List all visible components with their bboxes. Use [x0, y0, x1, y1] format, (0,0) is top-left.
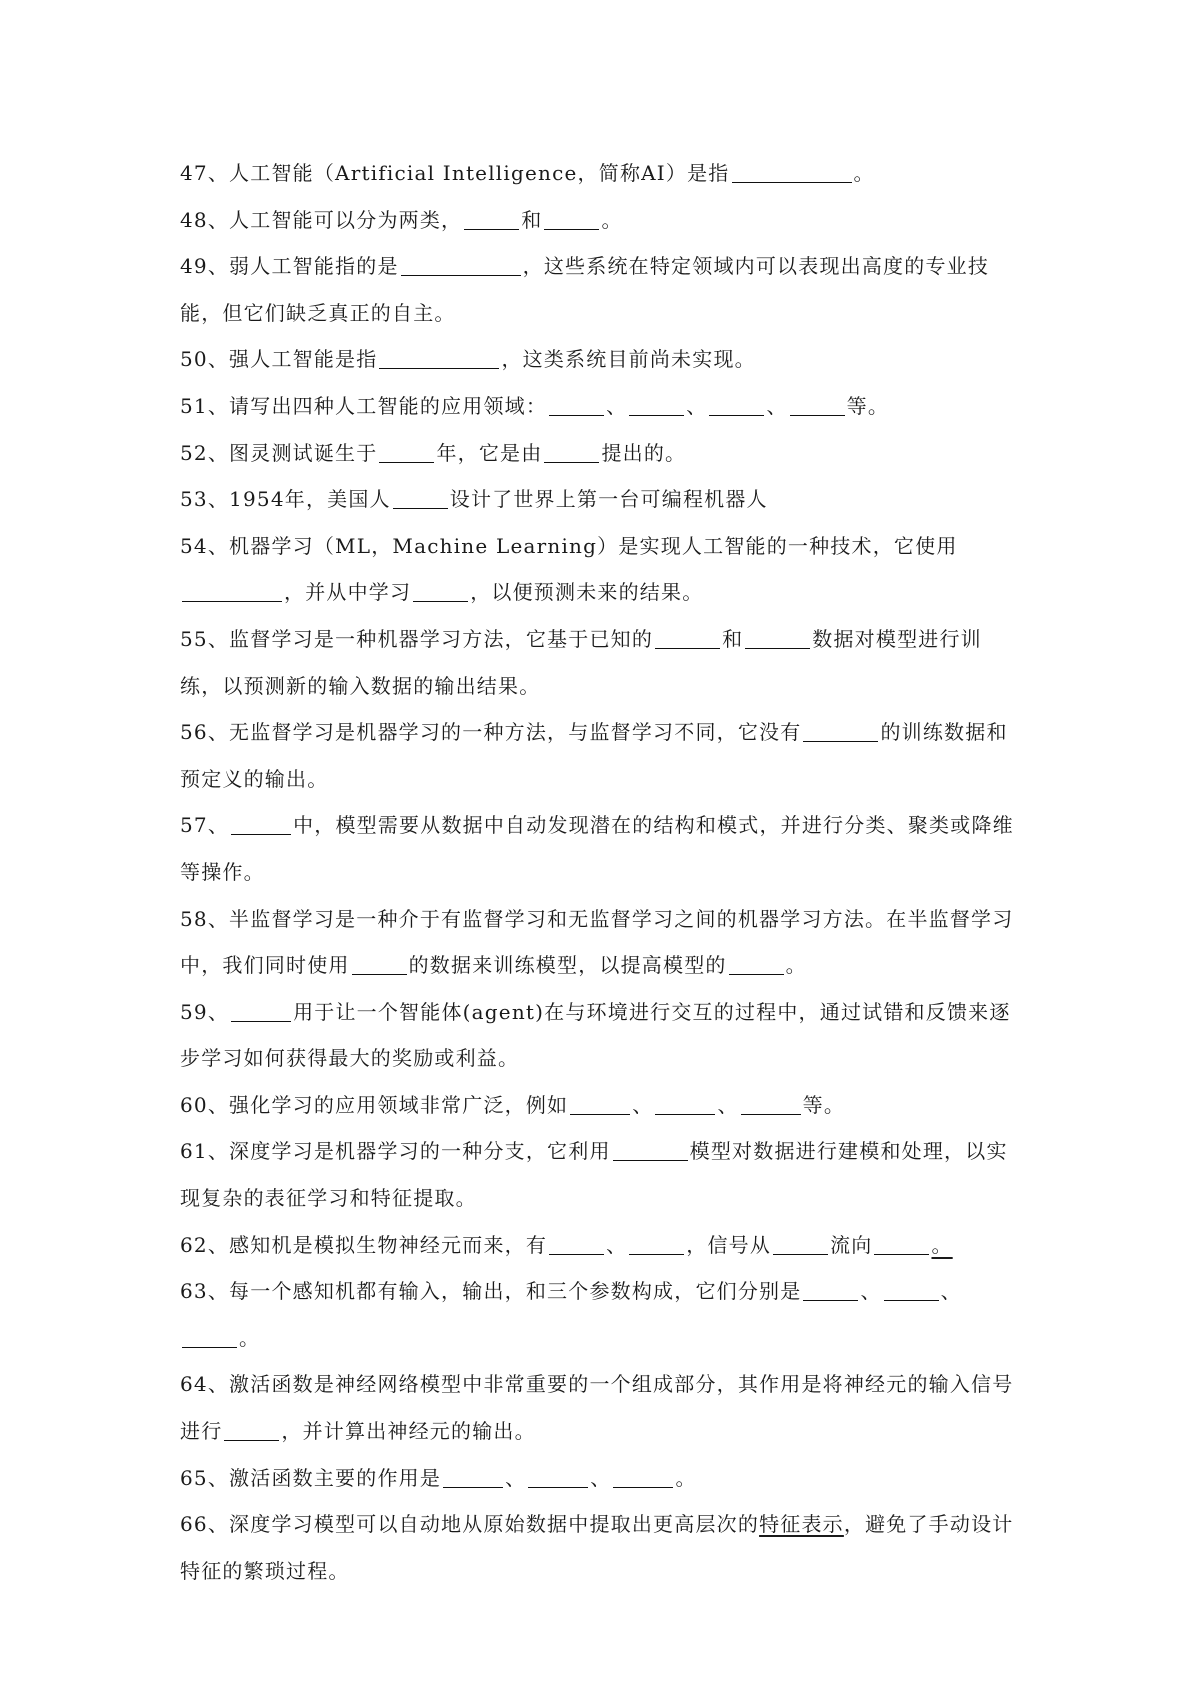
answer-blank[interactable]	[393, 488, 448, 509]
worksheet-page	[180, 150, 1020, 1594]
question-61	[180, 1128, 1020, 1221]
question-text: ，信号从	[686, 1232, 772, 1257]
question-62	[180, 1222, 1020, 1269]
separator: 、	[717, 1092, 739, 1117]
question-text: 50、强人工智能是指	[180, 347, 378, 372]
question-text: 。	[785, 953, 807, 978]
answer-blank[interactable]	[464, 209, 519, 230]
answer-blank[interactable]	[613, 1467, 673, 1488]
question-text: 64、激活函数是神经网络模型中非常重要的一个组成部分，其作用是将神经元的输入信号进行	[180, 1372, 1014, 1444]
question-49	[180, 243, 1020, 336]
question-text: 47、人工智能（Artificial Intelligence，简称AI）是指	[180, 161, 730, 185]
question-text: 设计了世界上第一台可编程机器人	[449, 487, 768, 512]
answer-blank[interactable]	[544, 209, 599, 230]
question-text: 。	[601, 207, 623, 232]
question-text: 59、	[180, 999, 230, 1024]
question-text: 用于让一个智能体(agent)在与环境进行交互的过程中，通过试错和反馈来逐步学习如何获得最大的奖励或利益。	[180, 999, 1011, 1071]
answer-blank[interactable]	[549, 395, 604, 416]
question-text: 49、弱人工智能指的是	[180, 254, 399, 279]
question-text: ，这些系统在特定领域内可以表现出高度的专业技能，但它们缺乏真正的自主。	[180, 254, 990, 325]
answer-blank[interactable]	[549, 1234, 604, 1255]
separator: 、	[632, 1092, 654, 1117]
question-text: ，以便预测未来的结果。	[470, 580, 704, 605]
question-51	[180, 383, 1020, 430]
question-text: 55、监督学习是一种机器学习方法，它基于已知的	[180, 626, 654, 651]
question-text: 57、	[180, 813, 230, 838]
question-text: 中，模型需要从数据中自动发现潜在的结构和模式，并进行分类、聚类或降维等操作。	[180, 813, 1014, 884]
answer-blank[interactable]	[741, 1094, 801, 1115]
question-text: 66、深度学习模型可以自动地从原始数据中提取出更高层次的	[180, 1512, 760, 1537]
question-48	[180, 197, 1020, 244]
question-text: 65、激活函数主要的作用是	[180, 1465, 442, 1490]
question-59	[180, 989, 1020, 1082]
question-57	[180, 802, 1020, 895]
question-53	[180, 476, 1020, 523]
answer-blank[interactable]	[352, 954, 407, 975]
question-text: ，并计算出神经元的输出。	[281, 1419, 536, 1444]
question-text: 提出的。	[601, 440, 687, 465]
answer-blank[interactable]	[182, 581, 282, 602]
question-64	[180, 1361, 1020, 1454]
answer-blank[interactable]	[413, 581, 468, 602]
question-text: 的训练数据和预定义的输出。	[180, 720, 1008, 791]
answer-blank[interactable]	[629, 395, 684, 416]
separator: 、	[686, 393, 708, 418]
question-text: 和	[521, 207, 543, 232]
question-text: 流向	[830, 1232, 873, 1257]
answer-blank[interactable]	[803, 721, 878, 742]
question-50	[180, 336, 1020, 383]
separator: 、	[766, 393, 788, 418]
question-text: 。	[239, 1325, 261, 1350]
question-text: 数据对模型进行训练，以预测新的输入数据的输出结果。	[180, 626, 982, 698]
question-58	[180, 896, 1020, 989]
question-text: 。	[931, 1232, 953, 1257]
separator: 、	[590, 1465, 612, 1490]
question-63	[180, 1268, 1020, 1361]
answer-blank[interactable]	[401, 255, 521, 276]
question-56	[180, 709, 1020, 802]
answer-blank[interactable]	[379, 348, 499, 369]
answer-blank[interactable]	[613, 1140, 688, 1161]
answer-blank[interactable]	[773, 1234, 828, 1255]
separator: 、	[860, 1279, 882, 1304]
answer-blank[interactable]	[790, 395, 845, 416]
answer-blank[interactable]	[803, 1280, 858, 1301]
question-text: 61、深度学习是机器学习的一种分支，它利用	[180, 1139, 611, 1164]
question-text: 52、图灵测试诞生于	[180, 440, 378, 465]
answer-blank[interactable]	[655, 1094, 715, 1115]
question-text: 模型对数据进行建模和处理，以实现复杂的表征学习和特征提取。	[180, 1139, 1008, 1211]
answer-blank[interactable]	[874, 1234, 929, 1255]
answer-blank[interactable]	[732, 162, 852, 183]
answer-blank[interactable]	[231, 814, 291, 835]
question-60	[180, 1082, 1020, 1129]
separator: 、	[940, 1279, 962, 1304]
question-text: 53、1954年，美国人	[180, 487, 391, 512]
answer-blank[interactable]	[528, 1467, 588, 1488]
question-text: 54、机器学习（ML，Machine Learning）是实现人工智能的一种技术，它使用	[180, 533, 958, 558]
question-text: 。	[675, 1465, 697, 1490]
question-text: 58、半监督学习是一种介于有监督学习和无监督学习之间的机器学习方法。在半监督学习中，我们同时使用	[180, 906, 1014, 978]
answer-blank[interactable]	[182, 1327, 237, 1348]
question-66	[180, 1501, 1020, 1594]
separator: 、	[606, 393, 628, 418]
answer-blank[interactable]	[745, 628, 810, 649]
question-55	[180, 616, 1020, 709]
separator: 、	[606, 1232, 628, 1257]
question-text: 。	[853, 161, 875, 185]
question-text: ，这类系统目前尚未实现。	[501, 347, 756, 372]
answer-blank[interactable]	[443, 1467, 503, 1488]
question-text: ，并从中学习	[284, 580, 412, 605]
question-text: 年，它是由	[436, 440, 543, 465]
question-54	[180, 523, 1020, 616]
question-text: ，避免了手动设计特征的繁琐过程。	[180, 1512, 1014, 1583]
question-47	[180, 150, 1020, 197]
separator: 、	[505, 1465, 527, 1490]
answer-blank[interactable]	[544, 442, 599, 463]
question-52	[180, 430, 1020, 477]
question-text: 60、强化学习的应用领域非常广泛，例如	[180, 1092, 569, 1117]
answer-blank[interactable]	[231, 1001, 291, 1022]
answer-blank[interactable]	[709, 395, 764, 416]
answer-blank[interactable]	[379, 442, 434, 463]
question-text: 51、请写出四种人工智能的应用领域：	[180, 393, 548, 418]
question-text: 48、人工智能可以分为两类，	[180, 207, 463, 232]
answer-blank[interactable]	[224, 1420, 279, 1441]
underlined-term: 特征表示	[759, 1512, 844, 1537]
answer-blank[interactable]	[729, 954, 784, 975]
question-text: 等。	[802, 1092, 846, 1117]
question-65	[180, 1455, 1020, 1502]
answer-blank[interactable]	[884, 1280, 939, 1301]
question-text: 56、无监督学习是机器学习的一种方法，与监督学习不同，它没有	[180, 720, 802, 745]
question-text: 的数据来训练模型，以提高模型的	[408, 953, 727, 978]
question-text: 等。	[846, 393, 890, 418]
question-text: 62、感知机是模拟生物神经元而来，有	[180, 1232, 548, 1257]
question-text: 63、每一个感知机都有输入，输出，和三个参数构成，它们分别是	[180, 1279, 802, 1304]
answer-blank[interactable]	[570, 1094, 630, 1115]
answer-blank[interactable]	[655, 628, 720, 649]
answer-blank[interactable]	[629, 1234, 684, 1255]
question-text: 和	[722, 626, 744, 651]
